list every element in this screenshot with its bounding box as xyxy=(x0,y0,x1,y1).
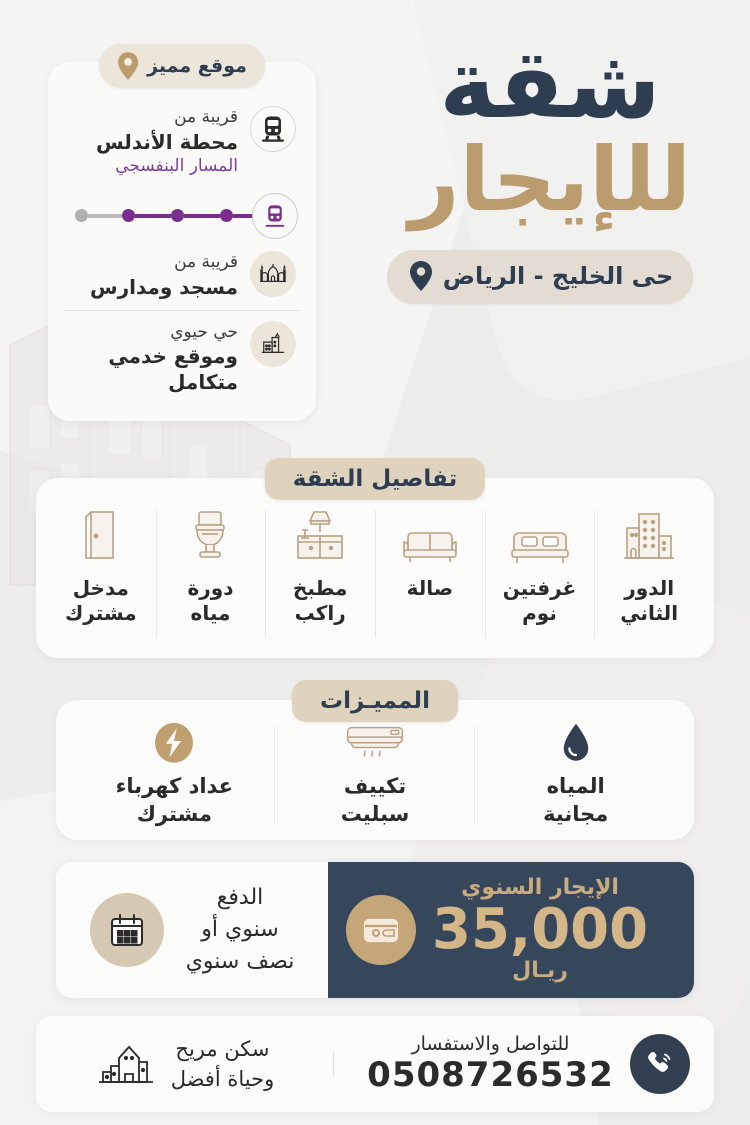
neighborhood-line1: حي حيوي xyxy=(170,321,238,342)
sofa-icon xyxy=(400,504,460,566)
toilet-icon xyxy=(187,504,233,566)
location-row-neighborhood xyxy=(64,310,300,406)
footer-bar xyxy=(36,1016,714,1112)
detail-item-label: الدور الثاني xyxy=(620,576,679,625)
mosque-line2: مسجد ومدارس xyxy=(90,274,238,299)
metro-stop xyxy=(220,209,233,222)
water-drop-icon xyxy=(559,722,593,765)
metro-stop xyxy=(171,209,184,222)
metro-route-diagram xyxy=(64,193,300,239)
annual-rent-value: 35,000 xyxy=(432,896,649,962)
feature-item-label: تكييف سبليت xyxy=(340,774,410,826)
air-conditioner-icon xyxy=(340,722,410,765)
building-icon xyxy=(621,504,677,566)
metro-stop xyxy=(122,209,135,222)
neighborhood-icon xyxy=(250,321,296,367)
phone-call-icon[interactable] xyxy=(630,1034,690,1094)
location-pill xyxy=(387,250,694,304)
train-icon xyxy=(252,193,298,239)
detail-item-bedrooms xyxy=(485,504,595,644)
bed-icon xyxy=(509,504,571,566)
feature-item-label: عداد كهرباء مشترك xyxy=(115,774,234,826)
house-icon xyxy=(95,1038,157,1090)
location-pin-icon xyxy=(117,52,139,80)
metro-rail xyxy=(75,209,255,222)
detail-item-bathroom xyxy=(156,504,266,644)
location-pin-icon xyxy=(409,261,433,291)
wallet-icon xyxy=(346,895,416,965)
mosque-icon xyxy=(250,251,296,297)
feature-item-ac xyxy=(275,722,476,828)
apartment-details-badge: تفاصيل الشقة xyxy=(265,458,485,500)
kitchen-icon xyxy=(292,504,348,566)
neighborhood-text-block xyxy=(68,321,238,396)
hero-section xyxy=(330,0,750,304)
detail-item-label: غرفتين نوم xyxy=(502,576,577,625)
metro-route-name: المسار البنفسجي xyxy=(115,155,238,176)
electricity-icon xyxy=(151,722,197,765)
train-icon xyxy=(250,106,296,152)
metro-stop-inactive xyxy=(75,209,88,222)
feature-item-water xyxy=(475,722,676,828)
apartment-details-card xyxy=(36,466,714,658)
location-row-metro xyxy=(64,96,300,187)
phone-number[interactable]: 0508726532 xyxy=(367,1055,614,1096)
premium-location-badge-label: موقع مميز xyxy=(147,55,247,77)
premium-location-badge xyxy=(99,44,265,88)
calendar-icon xyxy=(90,893,164,967)
payment-terms-block xyxy=(56,862,328,998)
metro-station-name: محطة الأندلس xyxy=(96,129,238,154)
contact-text xyxy=(367,1033,614,1096)
contact-label: للتواصل والاستفسار xyxy=(411,1032,570,1055)
page-title-primary: شقة xyxy=(439,28,661,140)
mosque-line1: قريبة من xyxy=(174,251,238,272)
metro-text-block xyxy=(96,106,238,177)
detail-item-kitchen xyxy=(265,504,375,644)
detail-item-label: دورة مياه xyxy=(187,576,234,625)
features-card xyxy=(56,688,694,840)
feature-item-electricity xyxy=(74,722,275,828)
detail-item-label: مطبخ راكب xyxy=(292,576,348,625)
features-badge: المميـزات xyxy=(292,680,458,722)
neighborhood-line2: وموقع خدمي متكامل xyxy=(108,344,238,395)
annual-rent-text xyxy=(432,876,648,983)
annual-rent-label: الإيجار السنوي xyxy=(461,875,619,901)
apartment-details-grid xyxy=(36,478,714,658)
detail-item-entrance xyxy=(46,504,156,644)
mosque-text-block xyxy=(90,251,238,300)
annual-rent-block xyxy=(328,862,694,998)
price-strip xyxy=(56,862,694,998)
detail-item-floor xyxy=(594,504,704,644)
payment-terms-text: الدفع سنوي أو نصف سنوي xyxy=(185,885,295,974)
contact-block[interactable] xyxy=(333,1033,714,1096)
feature-item-label: المياه مجانية xyxy=(543,774,609,826)
metro-line1: قريبة من xyxy=(174,107,238,127)
location-pill-label: حى الخليج - الرياض xyxy=(442,262,674,290)
premium-location-card xyxy=(48,55,316,421)
detail-item-label: صالة xyxy=(406,576,454,600)
slogan-block xyxy=(36,1034,333,1095)
slogan-text: سكن مريح وحياة أفضل xyxy=(170,1036,275,1091)
page-title-secondary: للإيجار xyxy=(408,128,692,231)
door-icon xyxy=(81,504,121,566)
detail-item-label: مدخل مشترك xyxy=(64,576,137,625)
annual-rent-currency: ريـال xyxy=(512,958,568,984)
detail-item-living-room xyxy=(375,504,485,644)
location-row-mosque xyxy=(64,241,300,310)
